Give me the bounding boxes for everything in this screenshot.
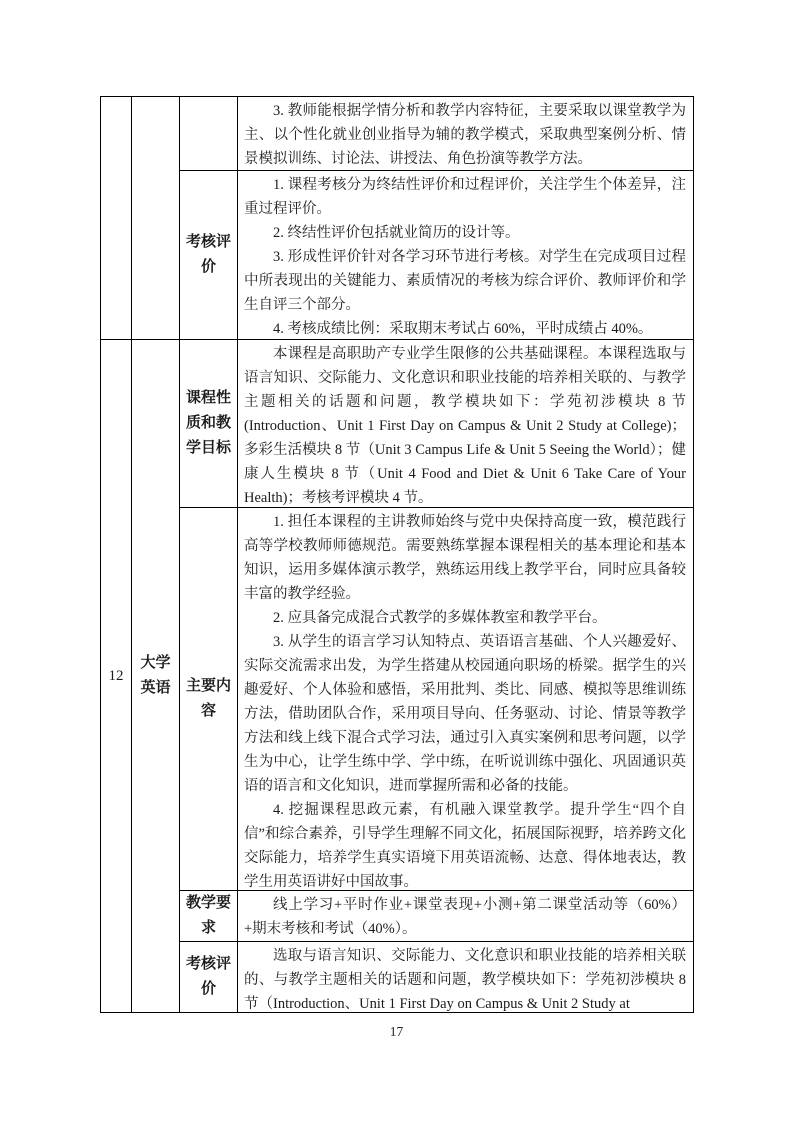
- table-row: [101, 942, 694, 1013]
- content-cell: [238, 891, 694, 942]
- content-paragraph: 2. 应具备完成混合式教学的多媒体教室和教学平台。: [273, 610, 607, 626]
- content-cell: [238, 340, 694, 508]
- row-label: 主要内容: [186, 678, 232, 719]
- course-no: 12: [108, 667, 124, 684]
- table-row: [101, 508, 694, 891]
- course-no-cell: [101, 340, 132, 1013]
- content-paragraph: 2. 终结性评价包括就业简历的设计等。: [273, 225, 520, 241]
- content-cell: [238, 97, 694, 171]
- content-paragraph: 3. 形成性评价针对各学习环节进行考核。对学生在完成项目过程中所表现出的关键能力、素质情况的考核为综合评价、教师评价和学生自评三个部分。: [244, 249, 686, 313]
- table-row: [101, 97, 694, 171]
- content-paragraph: 3. 教师能根据学情分析和教学内容特征，主要采取以课堂教学为主、以个性化就业创业指导为辅的教学模式，采取典型案例分析、情景模拟训练、讨论法、讲授法、角色扮演等教学方法。: [244, 103, 686, 167]
- row-label-cell: [180, 891, 238, 942]
- table-row: [101, 340, 694, 508]
- course-name: 大学英语: [140, 655, 171, 696]
- content-paragraph: 本课程是高职助产专业学生限修的公共基础课程。本课程选取与语言知识、交际能力、文化意识和职业技能的培养相关联的、与教学主题相关的话题和问题，教学模块如下：学苑初涉模块 8 节(Introduction、Unit 1 First Day on Campus & Unit 2 Study at College)；多彩生活模块 8 节（Unit 3 Campus Life & Unit 5 Seeing the World）；健康人生模块 8 节（Unit 4 Food and Diet & Unit 6 Take Care of Your Health)；考核考评模块 4 节。: [244, 346, 686, 506]
- cell-text-block: [238, 942, 693, 1012]
- content-paragraph: 1. 担任本课程的主讲教师始终与党中央保持高度一致，模范践行高等学校教师师德规范。需要熟练掌握本课程相关的基本理论和基本知识，运用多媒体演示教学，熟练运用线上教学平台，同时应具备较丰富的教学经验。: [244, 514, 686, 602]
- cell-text-block: [238, 171, 693, 339]
- content-paragraph: 4. 挖掘课程思政元素，有机融入课堂教学。提升学生“四个自信”和综合素养，引导学生理解不同文化，拓展国际视野，培养跨文化交际能力，培养学生真实语境下用英语流畅、达意、得体地表达，教学生用英语讲好中国故事。: [244, 802, 686, 890]
- content-paragraph: 1. 课程考核分为终结性评价和过程评价，关注学生个体差异，注重过程评价。: [244, 177, 686, 217]
- table-row: [101, 891, 694, 942]
- cell-text-block: [238, 891, 693, 941]
- row-label-cell: [180, 942, 238, 1013]
- content-paragraph: 4. 考核成绩比例：采取期末考试占 60%，平时成绩占 40%。: [273, 321, 653, 337]
- content-cell: [238, 171, 694, 340]
- cell-text-block: [238, 97, 693, 170]
- course-name-cell: [132, 340, 180, 1013]
- row-label-cell: [180, 171, 238, 340]
- course-no-cell: [101, 97, 132, 340]
- row-label: 课程性质和教学目标: [186, 390, 232, 456]
- row-label: 教学要求: [186, 895, 232, 936]
- content-paragraph: 选取与语言知识、交际能力、文化意识和职业技能的培养相关联的、与教学主题相关的话题和问题，教学模块如下：学苑初涉模块 8 节（Introduction、Unit 1 First Day on Campus & Unit 2 Study at: [244, 948, 686, 1012]
- row-label: 考核评价: [186, 234, 232, 275]
- content-cell: [238, 508, 694, 891]
- cell-text-block: [238, 508, 693, 890]
- course-name-cell: [132, 97, 180, 340]
- content-paragraph: 线上学习+平时作业+课堂表现+小测+第二课堂活动等（60%）+期末考核和考试（40%）。: [244, 897, 686, 937]
- page-number: 17: [389, 1024, 404, 1039]
- content-cell: [238, 942, 694, 1013]
- row-label-cell: [180, 508, 238, 891]
- course-schedule-table: [100, 96, 694, 1013]
- row-label-cell: [180, 97, 238, 171]
- table-row: [101, 171, 694, 340]
- cell-text-block: [238, 340, 693, 507]
- content-paragraph: 3. 从学生的语言学习认知特点、英语语言基础、个人兴趣爱好、实际交流需求出发，为学生搭建从校园通向职场的桥梁。据学生的兴趣爱好、个人体验和感悟，采用批判、类比、同感、模拟等思维训练方法，借助团队合作，采用项目导向、任务驱动、讨论、情景等教学方法和线上线下混合式学习法，通过引入真实案例和思考问题，以学生为中心，让学生练中学、学中练，在听说训练中强化、巩固通识英语的语言和文化知识，进而掌握所需和必备的技能。: [244, 634, 686, 794]
- row-label: 考核评价: [186, 956, 232, 997]
- row-label-cell: [180, 340, 238, 508]
